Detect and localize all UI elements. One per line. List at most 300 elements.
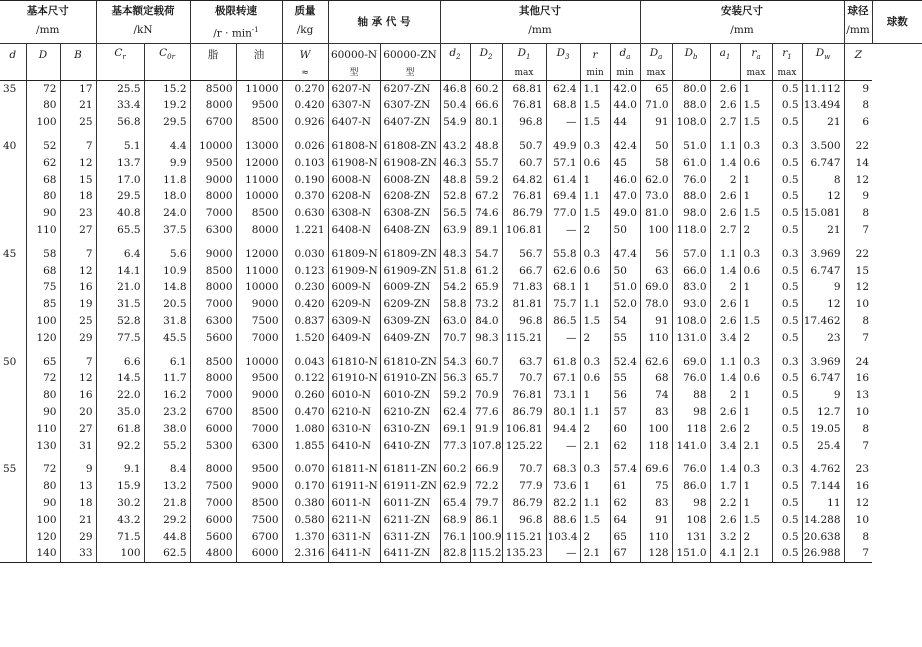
table-cell: 29.2 xyxy=(144,512,190,529)
table-cell: 22 xyxy=(844,246,872,263)
table-cell: 70.7 xyxy=(502,461,546,478)
table-cell: 2 xyxy=(740,222,772,239)
table-cell: 100 xyxy=(26,114,60,131)
table-cell: 2 xyxy=(740,421,772,438)
cell-d: 40 xyxy=(3,139,17,152)
table-cell: 24 xyxy=(844,354,872,371)
table-cell: 17.462 xyxy=(802,313,844,330)
table-cell: 0.420 xyxy=(282,296,328,313)
table-cell: 83 xyxy=(640,495,672,512)
table-cell: 13000 xyxy=(236,138,282,155)
table-cell: 71.0 xyxy=(640,97,672,114)
table-cell: 23 xyxy=(802,330,844,347)
table-cell: 33 xyxy=(60,545,96,562)
table-cell: 120 xyxy=(26,330,60,347)
table-cell: 73.1 xyxy=(546,387,580,404)
table-cell: 12 xyxy=(844,495,872,512)
table-cell: 51.8 xyxy=(440,263,470,280)
table-cell: 8000 xyxy=(190,279,236,296)
table-cell: 12 xyxy=(844,279,872,296)
col-da: $d_a$ xyxy=(610,43,640,66)
table-cell: 6.747 xyxy=(802,155,844,172)
table-cell: 6210-N xyxy=(328,404,380,421)
col-B: B xyxy=(60,43,96,66)
table-cell: 85 xyxy=(26,296,60,313)
table-cell: 6310-ZN xyxy=(380,421,440,438)
table-cell: 98.0 xyxy=(672,205,710,222)
table-cell: 0.5 xyxy=(772,421,802,438)
table-cell: 60.2 xyxy=(440,461,470,478)
table-cell: 70.9 xyxy=(470,387,502,404)
table-cell: 3.969 xyxy=(802,354,844,371)
col-Db: $D_b$ xyxy=(672,43,710,66)
table-cell: 9.9 xyxy=(144,155,190,172)
cell-d xyxy=(0,512,26,529)
table-cell: 0.6 xyxy=(580,155,610,172)
table-cell: 6000 xyxy=(236,545,282,562)
table-cell: 64.82 xyxy=(502,172,546,189)
col-d2: $d_2$ xyxy=(440,43,470,66)
table-cell: 100 xyxy=(26,512,60,529)
table-cell: 98 xyxy=(672,404,710,421)
table-cell: 61.8 xyxy=(96,421,144,438)
table-cell: 18 xyxy=(60,495,96,512)
table-cell: 25 xyxy=(60,313,96,330)
table-cell: 63.9 xyxy=(440,222,470,239)
table-cell: 6411-N xyxy=(328,545,380,562)
table-cell: 1.5 xyxy=(740,313,772,330)
col-Z: Z xyxy=(844,43,872,66)
table-cell: 0.5 xyxy=(772,222,802,239)
table-cell: 6011-ZN xyxy=(380,495,440,512)
unit-load-rating: /kN xyxy=(96,21,190,43)
cell-d xyxy=(0,296,26,313)
table-cell: 1 xyxy=(740,279,772,296)
table-cell: 21 xyxy=(60,512,96,529)
table-cell: 0.6 xyxy=(580,263,610,280)
table-cell: 77.0 xyxy=(546,205,580,222)
table-cell: 56.8 xyxy=(96,114,144,131)
table-cell: 2 xyxy=(710,387,740,404)
cell-d: 35 xyxy=(3,82,17,95)
table-cell: — xyxy=(546,222,580,239)
col-Da-note: max xyxy=(640,66,672,81)
table-cell: 8000 xyxy=(190,461,236,478)
table-cell: 50 xyxy=(610,263,640,280)
table-cell: 1.5 xyxy=(580,205,610,222)
table-cell: 0.170 xyxy=(282,478,328,495)
header-install-dims: 安装尺寸 xyxy=(640,1,844,22)
table-cell: 1.4 xyxy=(710,263,740,280)
table-cell: 25.4 xyxy=(802,438,844,455)
table-cell: 6207-ZN xyxy=(380,80,440,97)
table-cell: 6011-N xyxy=(328,495,380,512)
table-cell: 2.2 xyxy=(710,495,740,512)
table-cell: 120 xyxy=(26,529,60,546)
table-cell: 69.6 xyxy=(640,461,672,478)
table-cell: 2 xyxy=(580,222,610,239)
table-cell: 86.79 xyxy=(502,404,546,421)
table-cell: 98.3 xyxy=(470,330,502,347)
table-cell: 54 xyxy=(610,313,640,330)
table-cell: 7000 xyxy=(236,330,282,347)
table-cell: 8 xyxy=(844,529,872,546)
cell-d xyxy=(0,188,26,205)
table-row xyxy=(0,545,922,562)
table-cell: 0.5 xyxy=(772,387,802,404)
col-ra: $r_a$ xyxy=(740,43,772,66)
table-cell: 23 xyxy=(60,205,96,222)
table-cell: 25 xyxy=(60,114,96,131)
table-cell: 6410-ZN xyxy=(380,438,440,455)
col-D3: $D_3$ xyxy=(546,43,580,66)
table-cell: 13 xyxy=(844,387,872,404)
table-cell: 43.2 xyxy=(440,138,470,155)
table-cell: 0.5 xyxy=(772,330,802,347)
table-cell: 1 xyxy=(740,188,772,205)
table-cell: 0.5 xyxy=(772,205,802,222)
table-cell: 47.4 xyxy=(610,246,640,263)
table-cell: 1 xyxy=(580,172,610,189)
cell-d xyxy=(0,279,26,296)
table-cell: 0.3 xyxy=(580,461,610,478)
table-cell: 9500 xyxy=(236,461,282,478)
table-cell: 57 xyxy=(610,404,640,421)
table-cell: 71.5 xyxy=(96,529,144,546)
table-cell: 12 xyxy=(60,370,96,387)
table-cell: 12 xyxy=(844,172,872,189)
table-cell: 1.5 xyxy=(740,512,772,529)
unit-ball-dia: /mm xyxy=(844,21,872,43)
table-cell: 6009-N xyxy=(328,279,380,296)
table-cell: 91 xyxy=(640,512,672,529)
header-other-dims: 其他尺寸 xyxy=(440,1,640,22)
table-cell: 7500 xyxy=(190,478,236,495)
table-cell: 57.0 xyxy=(672,246,710,263)
table-cell: 80 xyxy=(26,188,60,205)
table-cell: 1.7 xyxy=(710,478,740,495)
table-cell: 7 xyxy=(60,354,96,371)
table-cell: 55.2 xyxy=(144,438,190,455)
table-cell: 100 xyxy=(96,545,144,562)
table-cell: 66.0 xyxy=(672,263,710,280)
table-cell: 33.4 xyxy=(96,97,144,114)
table-cell: 23.2 xyxy=(144,404,190,421)
table-cell: 8500 xyxy=(236,495,282,512)
table-cell: 79.7 xyxy=(470,495,502,512)
table-cell: 15 xyxy=(844,263,872,280)
table-cell: 6208-N xyxy=(328,188,380,205)
cell-d xyxy=(0,205,26,222)
table-cell: 2 xyxy=(580,529,610,546)
table-cell: 7000 xyxy=(190,205,236,222)
table-cell: 0.6 xyxy=(740,263,772,280)
table-cell: 27 xyxy=(60,222,96,239)
table-cell: 1 xyxy=(740,172,772,189)
table-cell: 54.2 xyxy=(440,279,470,296)
table-cell: 62.6 xyxy=(546,263,580,280)
table-cell: 9 xyxy=(802,279,844,296)
table-cell: 2.6 xyxy=(710,97,740,114)
table-cell: 3.969 xyxy=(802,246,844,263)
table-cell: 2.1 xyxy=(580,438,610,455)
table-cell: 43.2 xyxy=(96,512,144,529)
table-cell: 61 xyxy=(610,478,640,495)
col-oil: 油 xyxy=(236,43,282,66)
header-load-rating: 基本额定载荷 xyxy=(96,1,190,22)
table-cell: 54.9 xyxy=(440,114,470,131)
group-spacer xyxy=(0,454,922,461)
table-cell: 61911-ZN xyxy=(380,478,440,495)
table-cell: 82.8 xyxy=(440,545,470,562)
table-cell: 61.8 xyxy=(546,354,580,371)
table-cell: 50 xyxy=(640,138,672,155)
table-cell: 20.638 xyxy=(802,529,844,546)
col-type1: 60000-N xyxy=(328,43,380,66)
table-cell: 1.080 xyxy=(282,421,328,438)
table-cell: 2.1 xyxy=(580,545,610,562)
table-row xyxy=(0,138,922,155)
table-cell: 0.837 xyxy=(282,313,328,330)
table-cell: 0.6 xyxy=(740,370,772,387)
table-cell: 103.4 xyxy=(546,529,580,546)
table-cell: 135.23 xyxy=(502,545,546,562)
table-cell: 0.3 xyxy=(740,461,772,478)
col-D1: $D_1$ xyxy=(502,43,546,66)
table-cell: 1.5 xyxy=(580,313,610,330)
table-row xyxy=(0,80,922,97)
table-cell: 2.7 xyxy=(710,114,740,131)
table-cell: 16 xyxy=(844,370,872,387)
table-cell: 77.3 xyxy=(440,438,470,455)
cell-d: 50 xyxy=(3,355,17,368)
table-cell: 6308-ZN xyxy=(380,205,440,222)
table-row xyxy=(0,512,922,529)
table-cell: 0.5 xyxy=(772,370,802,387)
table-cell: 14.5 xyxy=(96,370,144,387)
table-cell: 29 xyxy=(60,529,96,546)
table-cell: 61811-ZN xyxy=(380,461,440,478)
table-cell: 14.8 xyxy=(144,279,190,296)
table-body xyxy=(0,80,922,563)
table-cell: 0.3 xyxy=(580,246,610,263)
table-cell: 9500 xyxy=(190,155,236,172)
cell-d: 45 xyxy=(3,247,17,260)
table-cell: 1.5 xyxy=(740,97,772,114)
table-cell: 1.5 xyxy=(580,512,610,529)
table-cell: 51.0 xyxy=(672,138,710,155)
table-cell: 24.0 xyxy=(144,205,190,222)
unit-install-dims: /mm xyxy=(640,21,844,43)
table-cell: 10 xyxy=(844,512,872,529)
table-cell: 37.5 xyxy=(144,222,190,239)
table-cell: 22.0 xyxy=(96,387,144,404)
table-cell: 80 xyxy=(26,387,60,404)
table-cell: 68 xyxy=(26,172,60,189)
table-cell: 0.122 xyxy=(282,370,328,387)
table-cell: 5.6 xyxy=(144,246,190,263)
table-cell: 86.5 xyxy=(546,313,580,330)
table-cell: 76.0 xyxy=(672,461,710,478)
table-cell: 59.2 xyxy=(440,387,470,404)
table-cell: 17.0 xyxy=(96,172,144,189)
table-cell: 6307-ZN xyxy=(380,97,440,114)
table-cell: 6010-ZN xyxy=(380,387,440,404)
table-cell: 9 xyxy=(60,461,96,478)
table-cell: 60.2 xyxy=(470,80,502,97)
table-cell: 77.6 xyxy=(470,404,502,421)
table-cell: 48.8 xyxy=(470,138,502,155)
table-cell: 1 xyxy=(740,495,772,512)
table-cell: 72.2 xyxy=(470,478,502,495)
table-cell: 0.5 xyxy=(772,80,802,97)
table-row xyxy=(0,246,922,263)
table-cell: 100 xyxy=(26,313,60,330)
cell-d xyxy=(0,478,26,495)
col-D: D xyxy=(26,43,60,66)
table-cell: 76.0 xyxy=(672,370,710,387)
table-cell: 31.8 xyxy=(144,313,190,330)
table-cell: 1.221 xyxy=(282,222,328,239)
table-cell: 68.3 xyxy=(546,461,580,478)
table-cell: 96.8 xyxy=(502,114,546,131)
table-cell: 62.5 xyxy=(144,545,190,562)
table-cell: 6409-N xyxy=(328,330,380,347)
table-cell: 0.030 xyxy=(282,246,328,263)
table-cell: 86.1 xyxy=(470,512,502,529)
table-cell: 0.043 xyxy=(282,354,328,371)
table-row xyxy=(0,155,922,172)
table-cell: 8500 xyxy=(236,114,282,131)
table-cell: 68.81 xyxy=(502,80,546,97)
table-cell: 50.4 xyxy=(440,97,470,114)
header-bearing-code: 轴 承 代 号 xyxy=(328,1,440,44)
table-cell: 1.1 xyxy=(580,296,610,313)
table-cell: 60.7 xyxy=(502,155,546,172)
table-cell: 0.3 xyxy=(580,138,610,155)
table-cell: 26.988 xyxy=(802,545,844,562)
table-cell: 80.1 xyxy=(546,404,580,421)
table-cell: — xyxy=(546,545,580,562)
cell-d xyxy=(0,263,26,280)
table-cell: — xyxy=(546,438,580,455)
table-cell: 91.9 xyxy=(470,421,502,438)
table-cell: 93.0 xyxy=(672,296,710,313)
table-cell: 20.5 xyxy=(144,296,190,313)
table-cell: 72 xyxy=(26,80,60,97)
table-row xyxy=(0,313,922,330)
table-cell: 86.79 xyxy=(502,205,546,222)
table-row xyxy=(0,172,922,189)
table-cell: 4800 xyxy=(190,545,236,562)
table-cell: 2 xyxy=(710,279,740,296)
table-cell: 6009-ZN xyxy=(380,279,440,296)
table-row xyxy=(0,461,922,478)
cell-d xyxy=(0,404,26,421)
table-cell: 69.0 xyxy=(640,279,672,296)
table-cell: 10.9 xyxy=(144,263,190,280)
table-cell: 65.7 xyxy=(470,370,502,387)
table-cell: 7000 xyxy=(190,296,236,313)
table-cell: 55 xyxy=(610,370,640,387)
table-cell: 16.2 xyxy=(144,387,190,404)
table-cell: 2 xyxy=(740,330,772,347)
table-cell: 90 xyxy=(26,205,60,222)
table-cell: 0.5 xyxy=(772,529,802,546)
table-row xyxy=(0,478,922,495)
table-cell: 1.855 xyxy=(282,438,328,455)
table-cell: 0.5 xyxy=(772,512,802,529)
table-cell: 1.1 xyxy=(710,246,740,263)
table-cell: 9 xyxy=(844,80,872,97)
table-cell: 16 xyxy=(844,478,872,495)
table-cell: 10 xyxy=(844,296,872,313)
table-cell: 56 xyxy=(640,246,672,263)
table-cell: 74 xyxy=(640,387,672,404)
table-cell: 0.5 xyxy=(772,478,802,495)
table-cell: 6.6 xyxy=(96,354,144,371)
table-cell: 62.4 xyxy=(546,80,580,97)
table-row xyxy=(0,404,922,421)
cell-d xyxy=(0,330,26,347)
table-cell: 68.8 xyxy=(546,97,580,114)
table-cell: 11.7 xyxy=(144,370,190,387)
table-cell: 14.1 xyxy=(96,263,144,280)
table-cell: 48.3 xyxy=(440,246,470,263)
table-cell: 62 xyxy=(610,495,640,512)
table-cell: 11000 xyxy=(236,263,282,280)
table-cell: 9000 xyxy=(236,478,282,495)
table-cell: 141.0 xyxy=(672,438,710,455)
table-cell: 59.2 xyxy=(470,172,502,189)
table-cell: 0.190 xyxy=(282,172,328,189)
table-cell: 0.5 xyxy=(772,438,802,455)
table-cell: 63.0 xyxy=(440,313,470,330)
table-cell: 0.5 xyxy=(772,97,802,114)
table-cell: 106.81 xyxy=(502,222,546,239)
cell-d xyxy=(0,370,26,387)
table-cell: 81.81 xyxy=(502,296,546,313)
table-cell: 46.0 xyxy=(610,172,640,189)
table-cell: 5600 xyxy=(190,330,236,347)
table-cell: 0.3 xyxy=(772,461,802,478)
table-cell: 82.2 xyxy=(546,495,580,512)
table-cell: 6309-N xyxy=(328,313,380,330)
table-cell: 9500 xyxy=(236,97,282,114)
table-cell: 6207-N xyxy=(328,80,380,97)
table-cell: 40.8 xyxy=(96,205,144,222)
table-cell: 10 xyxy=(844,404,872,421)
table-cell: 10000 xyxy=(236,279,282,296)
table-cell: 6408-N xyxy=(328,222,380,239)
table-cell: 115.2 xyxy=(470,545,502,562)
table-cell: 56 xyxy=(610,387,640,404)
col-r1: $r_1$ xyxy=(772,43,802,66)
table-cell: 10000 xyxy=(236,354,282,371)
table-cell: 48.8 xyxy=(440,172,470,189)
table-cell: 49.9 xyxy=(546,138,580,155)
table-cell: 56.5 xyxy=(440,205,470,222)
table-cell: 80.0 xyxy=(672,80,710,97)
table-cell: 0.123 xyxy=(282,263,328,280)
table-cell: 1 xyxy=(740,80,772,97)
cell-d xyxy=(0,545,26,562)
cell-d xyxy=(0,97,26,114)
table-cell: 3.500 xyxy=(802,138,844,155)
table-cell: 61909-N xyxy=(328,263,380,280)
table-cell: 10000 xyxy=(236,188,282,205)
table-cell: 5600 xyxy=(190,529,236,546)
